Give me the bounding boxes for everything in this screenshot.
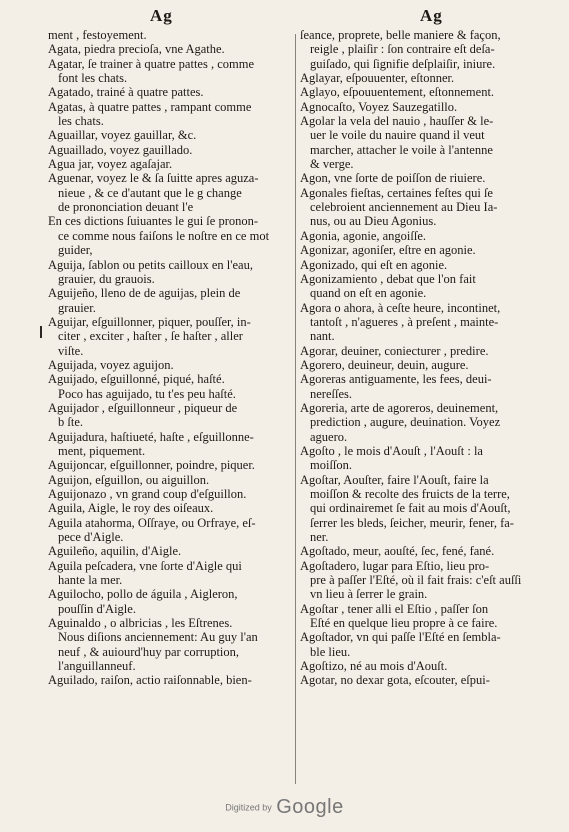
dictionary-line: Aguilado, raiſon, actio raiſonnable, bien- bbox=[48, 673, 252, 688]
dictionary-line: pouſſin d'Aigle. bbox=[58, 601, 136, 616]
dictionary-line: Agnocaſto, Voyez Sauzegatillo. bbox=[300, 99, 458, 114]
dictionary-line: Agoſtar, Aouſter, faire l'Aouſt, faire la bbox=[300, 472, 489, 487]
dictionary-line: Aguijadura, haſtiueté, haſte , eſguillonne- bbox=[48, 429, 254, 444]
dictionary-line: Nous diſions anciennement: Au guy l'an bbox=[58, 630, 258, 645]
dictionary-line: prediction , augure, deuination. Voyez bbox=[310, 415, 501, 430]
dictionary-line: nus, ou au Dieu Agonius. bbox=[310, 214, 437, 229]
running-head-right: Ag bbox=[420, 6, 443, 25]
margin-mark bbox=[40, 326, 42, 338]
dictionary-line: Aguenar, voyez le & ſa ſuitte apres aguza- bbox=[48, 171, 259, 186]
dictionary-line: pece d'Aigle. bbox=[58, 530, 124, 545]
dictionary-line: Agonizar, agoniſer, eſtre en agonie. bbox=[300, 243, 476, 258]
dictionary-line: Agorar, deuiner, coniecturer , predire. bbox=[300, 343, 489, 358]
dictionary-line: Agotar, no dexar gota, eſcouter, eſpui- bbox=[300, 673, 490, 688]
dictionary-line: reigle , plaiſir : ſon contraire eſt deſa- bbox=[310, 42, 495, 57]
dictionary-line: ment, piquement. bbox=[58, 443, 146, 458]
dictionary-line: nereſſes. bbox=[310, 386, 352, 401]
dictionary-line: Agoſtadero, lugar para Eſtio, lieu pro- bbox=[300, 558, 490, 573]
dictionary-line: Aguila peſcadera, vne ſorte d'Aigle qui bbox=[48, 558, 242, 573]
dictionary-line: Aguijar, eſguillonner, piquer, pouſſer, in- bbox=[48, 314, 251, 329]
dictionary-line: Agatar, ſe trainer à quatre pattes , comme bbox=[48, 56, 254, 71]
dictionary-line: guider, bbox=[58, 243, 93, 258]
dictionary-line: Agonales fieſtas, certaines feſtes qui ſe bbox=[300, 185, 493, 200]
dictionary-line: grauier, du grauois. bbox=[58, 271, 155, 286]
dictionary-line: Agoſtar , tener alli el Eſtio , paſſer ſon bbox=[300, 601, 489, 616]
dictionary-line: b ſte. bbox=[58, 415, 83, 430]
dictionary-line: Aguila, Aigle, le roy des oiſeaux. bbox=[48, 501, 214, 516]
dictionary-line: nieue , & ce d'autant que le g change bbox=[58, 185, 242, 200]
dictionary-line: aguero. bbox=[310, 429, 348, 444]
dictionary-line: ce comme nous faiſons le noſtre en ce mot bbox=[58, 228, 270, 243]
dictionary-line: l'anguillanneuf. bbox=[58, 659, 136, 674]
digitization-watermark bbox=[0, 796, 569, 819]
dictionary-line: Agon, vne ſorte de poiſſon de riuiere. bbox=[300, 171, 486, 186]
dictionary-line: Aguijado, eſguillonné, piqué, haſté. bbox=[48, 372, 225, 387]
dictionary-line: Aguijon, eſguillon, ou aiguillon. bbox=[48, 472, 210, 487]
dictionary-line: Agoreras antiguamente, les fees, deui- bbox=[300, 372, 492, 387]
dictionary-line: Aguaillar, voyez gauillar, &c. bbox=[48, 128, 197, 143]
dictionary-line: & verge. bbox=[310, 157, 354, 172]
dictionary-line: Agonizamiento , debat que l'on fait bbox=[300, 271, 476, 286]
dictionary-line: Aglayo, eſpouuentement, eſtonnement. bbox=[300, 85, 495, 100]
dictionary-line: Aguilocho, pollo de águila , Aigleron, bbox=[48, 587, 238, 602]
dictionary-line: Agoſto , le mois d'Aouſt , l'Aouſt : la bbox=[300, 443, 483, 458]
dictionary-line: Agonia, agonie, angoiſſe. bbox=[300, 228, 427, 243]
dictionary-line: hante la mer. bbox=[58, 573, 123, 588]
google-wordmark: Google bbox=[276, 796, 344, 818]
dictionary-line: viſte. bbox=[58, 343, 84, 358]
dictionary-line: guiſado, qui ſignifie deſplaiſir, iniure. bbox=[310, 56, 496, 71]
dictionary-line: Aguaillado, voyez gauillado. bbox=[48, 142, 193, 157]
dictionary-line: Aguijonazo , vn grand coup d'eſguillon. bbox=[48, 487, 247, 501]
dictionary-line: Agonizado, qui eſt en agonie. bbox=[300, 257, 448, 272]
dictionary-line: quand on eſt en agonie. bbox=[310, 286, 427, 301]
dictionary-line: Eſté en quelque lieu propre à ce faire. bbox=[310, 616, 498, 631]
dictionary-line: moiſſon & recolte des fruicts de la terre, bbox=[310, 487, 510, 501]
dictionary-line: Agata, piedra precioſa, vne Agathe. bbox=[48, 42, 225, 57]
dictionary-line: Aguijada, voyez aguijon. bbox=[48, 357, 174, 372]
dictionary-line: ment , festoyement. bbox=[48, 28, 147, 42]
dictionary-line: nant. bbox=[310, 329, 335, 344]
dictionary-line: Agolar la vela del nauio , hauſſer & le- bbox=[300, 114, 494, 129]
dictionary-line: Agoſtizo, né au mois d'Aouſt. bbox=[300, 659, 448, 674]
dictionary-line: ner. bbox=[310, 530, 329, 545]
dictionary-line: moiſſon. bbox=[310, 458, 353, 473]
dictionary-line: font les chats. bbox=[58, 71, 128, 86]
dictionary-line: Aguila atahorma, Oſſraye, ou Orfraye, eſ- bbox=[48, 515, 256, 530]
dictionary-line: Aguinaldo , o albricias , les Eſtrenes. bbox=[48, 616, 233, 631]
dictionary-line: neuf , & auiourd'huy par corruption, bbox=[58, 644, 240, 659]
dictionary-line: grauier. bbox=[58, 300, 96, 315]
dictionary-line: uer le voile du nauire quand il veut bbox=[310, 128, 485, 143]
dictionary-line: ble lieu. bbox=[310, 644, 351, 659]
dictionary-line: marcher, attacher le voile à l'antenne bbox=[310, 142, 493, 157]
running-head-left: Ag bbox=[150, 6, 173, 25]
dictionary-line: Aglayar, eſpouuenter, eſtonner. bbox=[300, 71, 455, 86]
dictionary-line: Agatas, à quatre pattes , rampant comme bbox=[48, 99, 252, 114]
right-column bbox=[300, 28, 550, 688]
dictionary-line: Agoſtado, meur, aouſté, ſec, fené, fané. bbox=[300, 544, 495, 559]
dictionary-line: Agoſtador, vn qui paſſe l'Eſté en ſembla- bbox=[300, 630, 501, 645]
dictionary-line: citer , exciter , haſter , ſe haſter , aller bbox=[58, 329, 243, 344]
dictionary-line: Aguileño, aquilin, d'Aigle. bbox=[48, 544, 182, 559]
dictionary-line: tantoſt , n'agueres , à preſent , mainte- bbox=[310, 314, 499, 329]
dictionary-line: pre à paſſer l'Eſté, où il fait frais: c'eſt auſſi bbox=[310, 573, 522, 588]
dictionary-line: Aguija, ſablon ou petits cailloux en l'eau, bbox=[48, 257, 253, 272]
dictionary-line: Aguijador , eſguillonneur , piqueur de bbox=[48, 400, 238, 415]
dictionary-line: qui ordinairemet ſe fait au mois d'Aouſt, bbox=[310, 501, 511, 516]
dictionary-line: ſerrer les bleds, ſeicher, meurir, fener, fa- bbox=[310, 515, 514, 530]
dictionary-line: En ces dictions ſuiuantes le gui ſe pronon- bbox=[48, 214, 259, 229]
dictionary-line: les chats. bbox=[58, 114, 104, 129]
dictionary-line: Agorero, deuineur, deuin, augure. bbox=[300, 357, 469, 372]
dictionary-line: celebroient anciennement au Dieu Ia- bbox=[310, 200, 498, 215]
dictionary-line: Aguijeño, lleno de de aguijas, plein de bbox=[48, 286, 241, 301]
dictionary-line: de prononciation deuant l'e bbox=[58, 200, 194, 215]
dictionary-line: vn lieu à ſerrer le grain. bbox=[310, 587, 428, 602]
dictionary-line: Poco has aguijado, tu t'es peu haſté. bbox=[58, 386, 236, 401]
dictionary-line: ſeance, proprete, belle maniere & façon, bbox=[300, 28, 501, 42]
left-column bbox=[48, 28, 288, 688]
column-divider bbox=[295, 34, 296, 784]
dictionary-line: Agoreria, arte de agoreros, deuinement, bbox=[300, 400, 499, 415]
digitized-label: Digitized by bbox=[225, 802, 272, 813]
dictionary-line: Aguijoncar, eſguillonner, poindre, piquer. bbox=[48, 458, 255, 473]
dictionary-line: Agatado, trainé à quatre pattes. bbox=[48, 85, 204, 100]
dictionary-line: Agora o ahora, à ceſte heure, incontinet, bbox=[300, 300, 501, 315]
dictionary-line: Agua jar, voyez agaſajar. bbox=[48, 157, 173, 172]
